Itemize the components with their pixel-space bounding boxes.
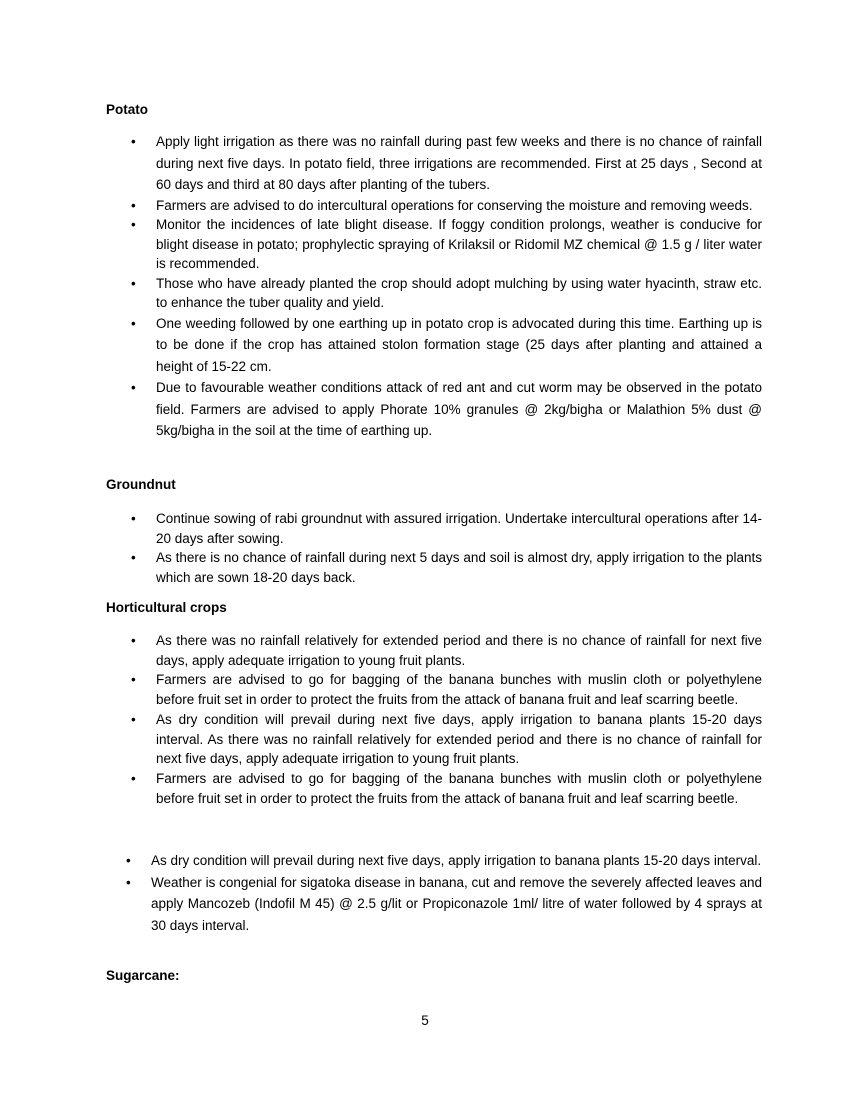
list-item: • One weeding followed by one earthing up in potato crop is advocated during this time. Earthing up is to be done if the crop has attained stolon formation stage (25 days after planting and attained a height of 15-22 cm. xyxy=(156,313,762,378)
list-item: • Weather is congenial for sigatoka disease in banana, cut and remove the severely affected leaves and apply Mancozeb (Indofil M 45) @ 2.5 g/lit or Propiconazole 1ml/ litre of water followed by 4 sprays at 30 days interval. xyxy=(151,872,762,937)
list-item: • Continue sowing of rabi groundnut with assured irrigation. Undertake intercultural operations after 14-20 days after sowing. xyxy=(131,511,762,546)
list-item: • As there is no chance of rainfall during next 5 days and soil is almost dry, apply irrigation to the plants which are sown 18-20 days back. xyxy=(131,550,762,585)
bullet-icon: • xyxy=(131,217,136,232)
list-item: • Monitor the incidences of late blight disease. If foggy condition prolongs, weather is conducive for blight disease in potato; prophylectic spraying of Krilaksil or Ridomil MZ chemical @ 1.5 g / liter water is recommended. xyxy=(131,217,762,271)
potato-list xyxy=(131,131,762,442)
bullet-icon: • xyxy=(131,197,136,213)
section-heading-groundnut: Groundnut xyxy=(106,477,176,492)
groundnut-list xyxy=(131,509,762,587)
section-heading-horticultural-crops: Horticultural crops xyxy=(106,600,227,615)
list-item: • As there was no rainfall relatively for extended period and there is no chance of rainfall for next five days, apply adequate irrigation to young fruit plants. xyxy=(131,633,762,668)
bullet-icon: • xyxy=(131,134,136,149)
list-item: • Due to favourable weather conditions attack of red ant and cut worm may be observed in the potato field. Farmers are advised to apply Phorate 10% granules @ 2kg/bigha or Malathion 5% dust @ 5kg/bigha in the soil at the time of earthing up. xyxy=(156,377,762,442)
section-heading-sugarcane: Sugarcane: xyxy=(106,968,180,983)
bullet-icon: • xyxy=(131,275,136,291)
bullet-icon: • xyxy=(126,853,131,868)
page-number: 5 xyxy=(421,1013,429,1028)
bullet-icon: • xyxy=(131,711,136,727)
list-item: • Farmers are advised to do intercultural operations for conserving the moisture and removing weeds. xyxy=(156,196,762,216)
bullet-icon: • xyxy=(131,315,136,331)
bullet-icon: • xyxy=(126,874,131,890)
bullet-icon: • xyxy=(131,770,136,786)
section-heading-potato: Potato xyxy=(106,102,148,117)
list-item: • As dry condition will prevail during next five days, apply irrigation to banana plants 15-20 days interval. xyxy=(151,850,762,872)
list-item: • Those who have already planted the crop should adopt mulching by using water hyacinth, straw etc. to enhance the tuber quality and yield. xyxy=(131,275,762,310)
bullet-icon: • xyxy=(131,380,136,395)
list-item: • As dry condition will prevail during next five days, apply irrigation to banana plants 15-20 days interval. As there was no rainfall relatively for extended period and there is no chance of rainfall for next five days, apply adequate irrigation to young fruit plants. xyxy=(131,711,762,767)
list-item: • Apply light irrigation as there was no rainfall during past few weeks and there is no chance of rainfall during next five days. In potato field, three irrigations are recommended. First at 25 days , Second at 60 days and third at 80 days after planting of the tubers. xyxy=(156,131,762,196)
bullet-icon: • xyxy=(131,672,136,688)
bullet-icon: • xyxy=(131,550,136,565)
bullet-icon: • xyxy=(131,633,136,648)
horticultural-list-b xyxy=(126,850,762,936)
horticultural-list-a xyxy=(131,631,762,808)
bullet-icon: • xyxy=(131,511,136,526)
list-item: • Farmers are advised to go for bagging of the banana bunches with muslin cloth or polyethylene before fruit set in order to protect the fruits from the attack of banana fruit and leaf scarring beetle. xyxy=(131,672,762,708)
list-item: • Farmers are advised to go for bagging of the banana bunches with muslin cloth or polyethylene before fruit set in order to protect the fruits from the attack of banana fruit and leaf scarring beetle. xyxy=(131,770,762,806)
